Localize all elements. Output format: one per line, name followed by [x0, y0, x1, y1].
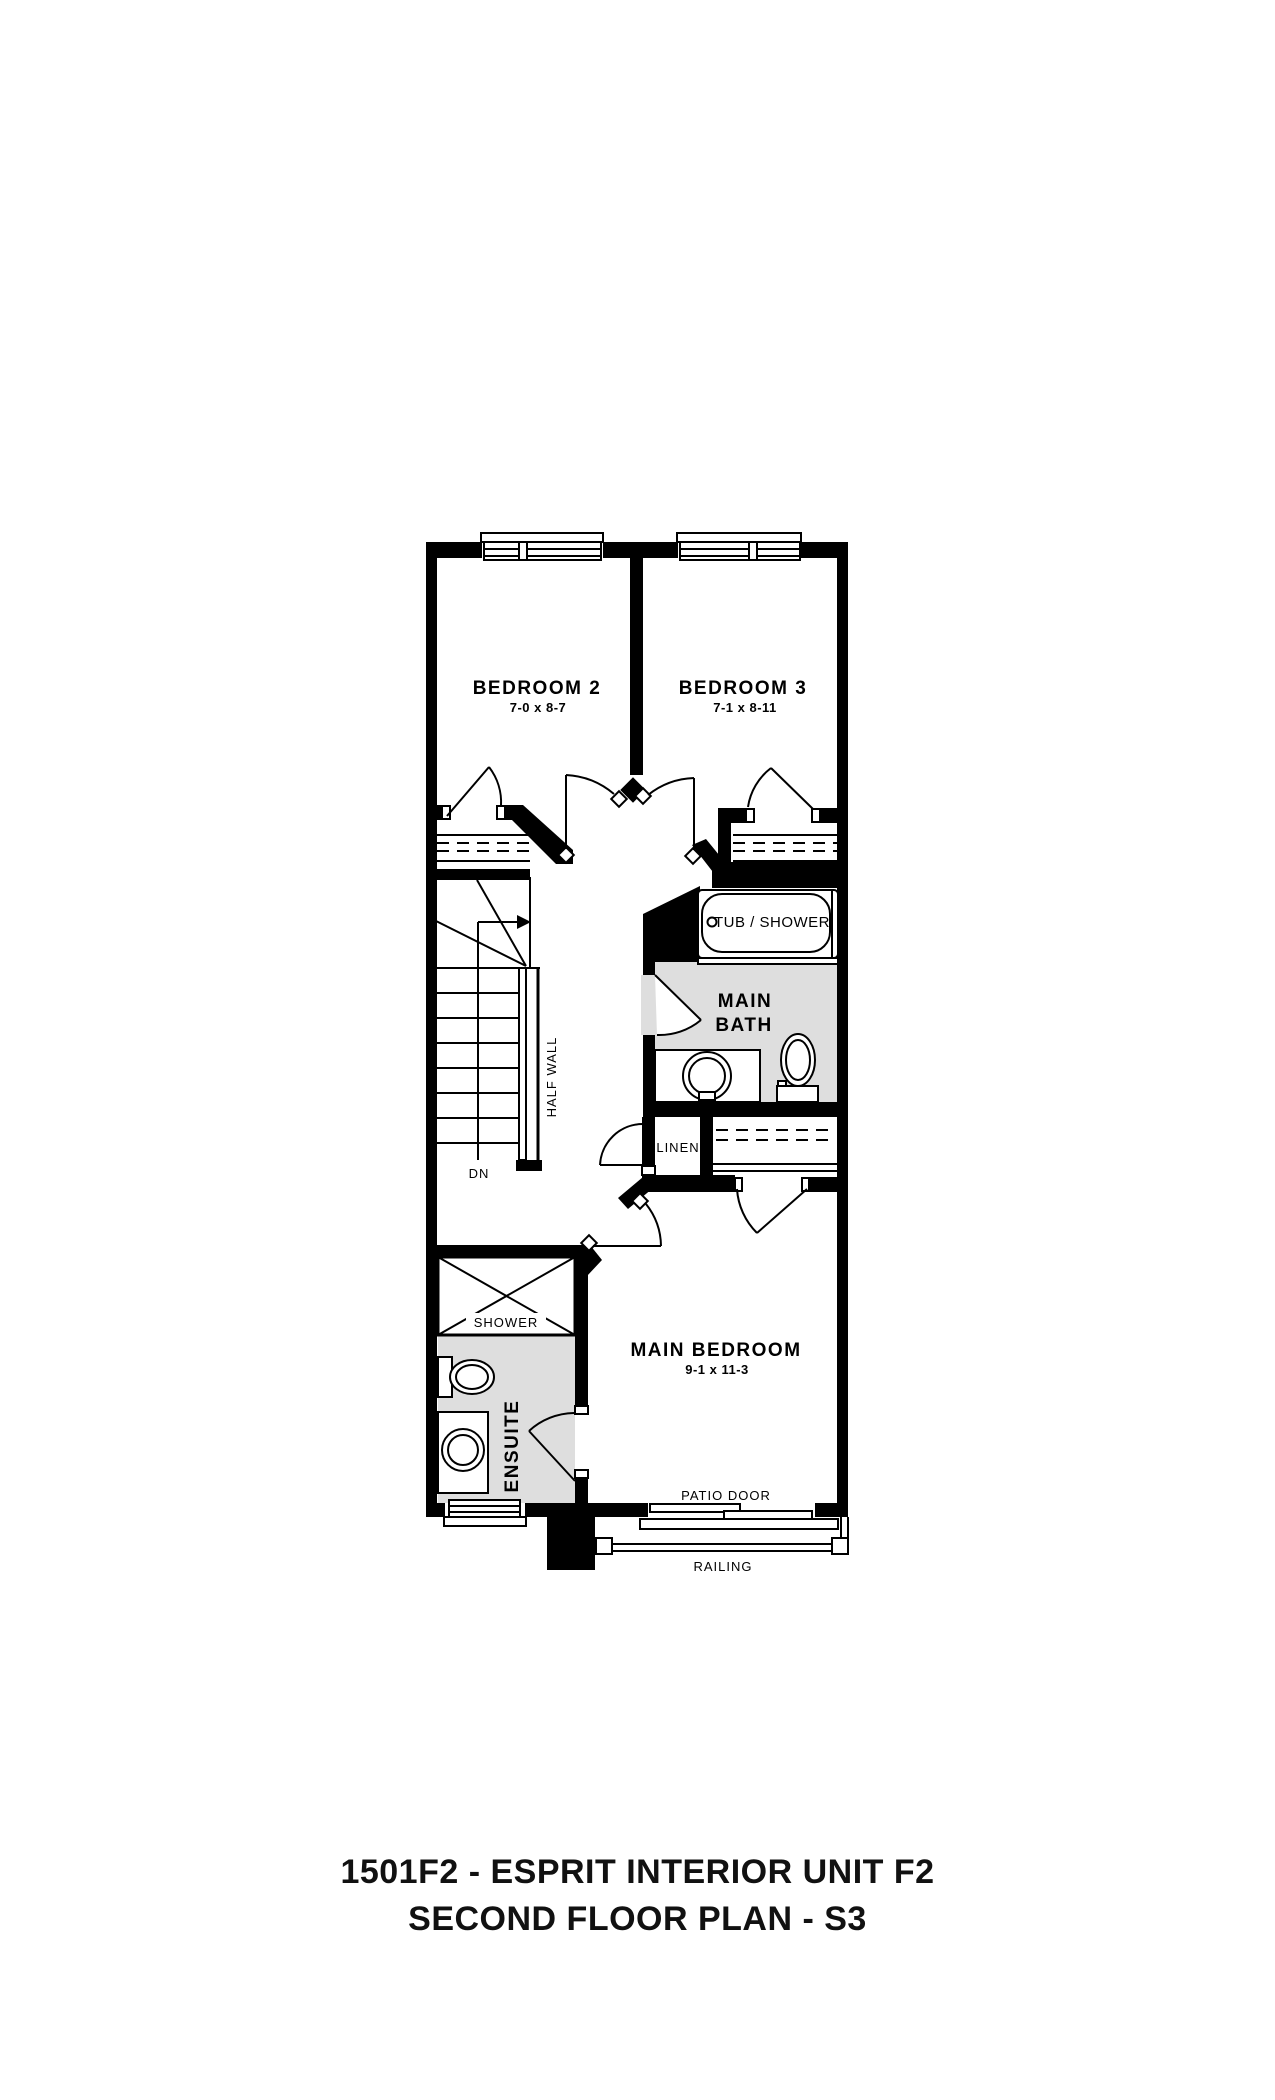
- ensuite-vanity-sink-symbol: [438, 1412, 488, 1493]
- balcony: [640, 1519, 838, 1529]
- hall-left-door: [566, 775, 614, 849]
- bedroom3-door: [748, 768, 813, 809]
- shower-label: SHOWER: [473, 1315, 539, 1330]
- railing-label: RAILING: [693, 1559, 753, 1574]
- bedroom2-closet: [437, 835, 530, 880]
- main-bedroom-label: MAIN BEDROOM: [630, 1340, 802, 1361]
- main-bedroom-dims: 9-1 x 11-3: [685, 1362, 749, 1377]
- main-bedroom-door: [737, 1189, 807, 1233]
- drawing-title: [0, 1849, 1275, 1943]
- bedroom3-closet: [733, 835, 837, 861]
- title-line2: SECOND FLOOR PLAN - S3: [408, 1900, 867, 1938]
- ensuite-toilet-symbol: [438, 1357, 494, 1397]
- direction-arrow-icon: [517, 915, 531, 929]
- tub-shower-label: TUB / SHOWER: [713, 914, 831, 931]
- bedroom2-window: [481, 533, 603, 560]
- hall-right-door: [648, 778, 694, 850]
- bedroom3-dims: 7-1 x 8-11: [713, 700, 777, 715]
- ensuite-label: ENSUITE: [502, 1399, 523, 1493]
- linen-label: LINEN: [656, 1140, 700, 1155]
- bedroom2-dims: 7-0 x 8-7: [509, 700, 567, 715]
- patio-door: [650, 1504, 812, 1519]
- main-bath-vanity-sink-symbol: [655, 1050, 760, 1102]
- main-bath-label-line2: BATH: [715, 1015, 773, 1036]
- ensuite-window: [444, 1500, 526, 1526]
- bedroom3-window: [677, 533, 801, 560]
- main-bath-label-line1: MAIN: [717, 991, 773, 1012]
- hall-bottom-door: [593, 1204, 661, 1246]
- patio-door-label: PATIO DOOR: [681, 1488, 771, 1503]
- half-wall-label: HALF WALL: [544, 1036, 559, 1118]
- stairs: [430, 877, 540, 1160]
- bath-door-opening: [641, 975, 657, 1035]
- bedroom2-door: [447, 767, 501, 816]
- linen-door: [600, 1124, 643, 1165]
- railing: [596, 1517, 848, 1554]
- title-line1: 1501F2 - ESPRIT INTERIOR UNIT F2: [340, 1853, 935, 1891]
- bedroom3-label: BEDROOM 3: [678, 678, 808, 699]
- down-label: DN: [468, 1166, 490, 1181]
- main-bedroom-closet: [713, 1130, 837, 1171]
- half-wall: [519, 968, 526, 1160]
- bedroom2-label: BEDROOM 2: [472, 678, 602, 699]
